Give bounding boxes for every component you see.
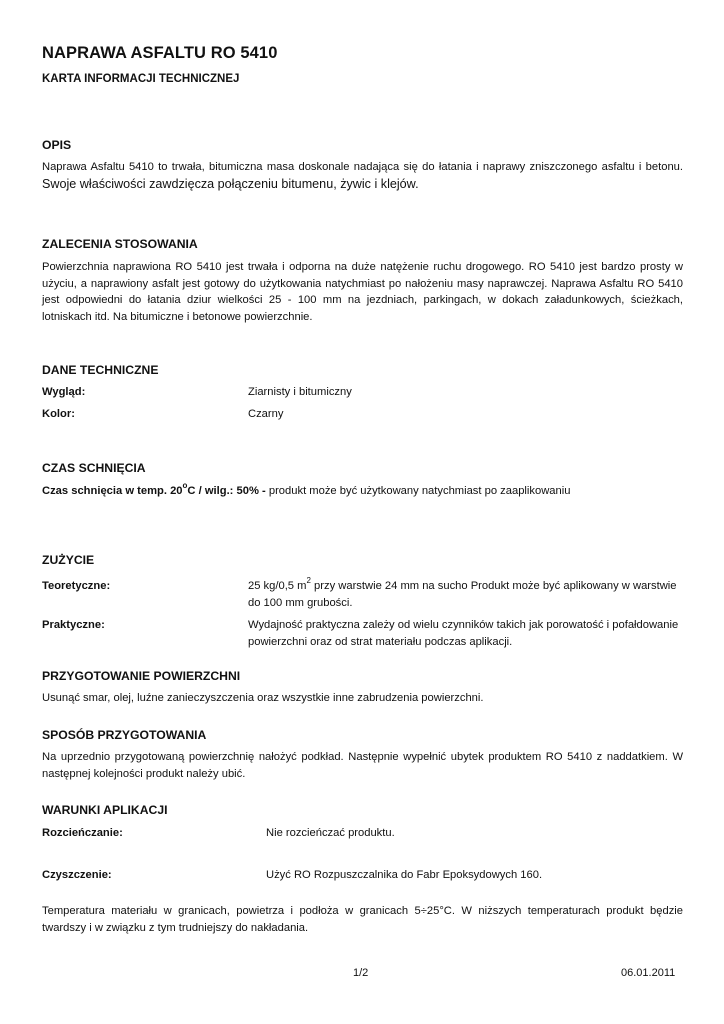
zuzycie-value: Wydajność praktyczna zależy od wielu czynników takich jak porowatość i pofałdowanie powierzchni oraz od strat materiału podczas aplikacji. [248, 619, 679, 648]
czas-line [42, 483, 683, 500]
dane-label: Kolor: [42, 408, 75, 420]
section-heading-sposob: SPOSÓB PRZYGOTOWANIA [42, 728, 207, 742]
czas-label: Czas schnięcia w temp. 20 [42, 485, 183, 497]
page-number: 1/2 [353, 967, 369, 979]
warunki-label: Czyszczenie: [42, 869, 112, 881]
section-heading-zalecenia: ZALECENIA STOSOWANIA [42, 237, 198, 251]
sposob-paragraph: Na uprzednio przygotowaną powierzchnię nałożyć podkład. Następnie wypełnić ubytek produktem RO 5410 z naddatkiem. W następnej kolejności produkt należy ubić. [42, 751, 683, 780]
zuzycie-value [248, 578, 683, 611]
document-title: NAPRAWA ASFALTU RO 5410 [42, 44, 278, 62]
section-heading-opis: OPIS [42, 138, 72, 152]
zuzycie-label: Teoretyczne: [42, 580, 111, 592]
opis-text-part1: Naprawa Asfaltu 5410 to trwała, bitumiczna masa doskonale nadająca się do łatania i naprawy zniszczonego asfaltu i betonu. [42, 161, 683, 173]
document-subtitle: KARTA INFORMACJI TECHNICZNEJ [42, 73, 240, 85]
czas-label-rest: C / wilg.: 50% - [187, 485, 266, 497]
zuzycie-teor-text-b: przy warstwie 24 mm na sucho Produkt może być aplikowany w warstwie do 100 mm grubości. [248, 580, 677, 609]
zalecenia-paragraph: Powierzchnia naprawiona RO 5410 jest trwała i odporna na duże natężenie ruchu drogowego. RO 5410 jest bardzo prosty w użyciu, a naprawiony asfalt jest gotowy do użytkowania natychmiast po nałożeniu masy naprawczej. Naprawa Asfaltu RO 5410 jest odpowiedni do łatania dziur wielkości 25 - 100 mm na jezdniach, parkingach, w dokach załadunkowych, ścieżkach, lotniskach itd. Na bitumiczne i betonowe powierzchnie. [42, 261, 683, 323]
warunki-value: Użyć RO Rozpuszczalnika do Fabr Epoksydowych 160. [266, 869, 543, 881]
dane-value: Czarny [248, 408, 284, 420]
warunki-paragraph: Temperatura materiału w granicach, powietrza i podłoża w granicach 5÷25°C. W niższych temperaturach produkt będzie twardszy i w związku z tym trudniejszy do nakładania. [42, 905, 683, 934]
section-heading-dane: DANE TECHNICZNE [42, 363, 159, 377]
section-heading-warunki: WARUNKI APLIKACJI [42, 803, 168, 817]
section-heading-czas: CZAS SCHNIĘCIA [42, 461, 146, 475]
zuzycie-label: Praktyczne: [42, 619, 105, 631]
warunki-value: Nie rozcieńczać produktu. [266, 827, 395, 839]
section-heading-zuzycie: ZUŻYCIE [42, 553, 95, 567]
dane-value: Ziarnisty i bitumiczny [248, 386, 352, 398]
dane-label: Wygląd: [42, 386, 86, 398]
zuzycie-teor-text-a: 25 kg/0,5 m [248, 580, 307, 592]
warunki-label: Rozcieńczanie: [42, 827, 123, 839]
przygotowanie-paragraph: Usunąć smar, olej, luźne zanieczyszczenia oraz wszystkie inne zabrudzenia powierzchni. [42, 692, 484, 704]
document-date: 06.01.2011 [621, 967, 676, 979]
opis-text-part2: Swoje właściwości zawdzięcza połączeniu bitumenu, żywic i klejów. [42, 176, 419, 191]
superscript-2: 2 [306, 576, 311, 586]
opis-paragraph [42, 158, 683, 193]
czas-text: produkt może być użytkowany natychmiast po zaaplikowaniu [265, 485, 571, 497]
section-heading-przygotowanie: PRZYGOTOWANIE POWIERZCHNI [42, 669, 241, 683]
degree-mark: o [182, 481, 188, 491]
